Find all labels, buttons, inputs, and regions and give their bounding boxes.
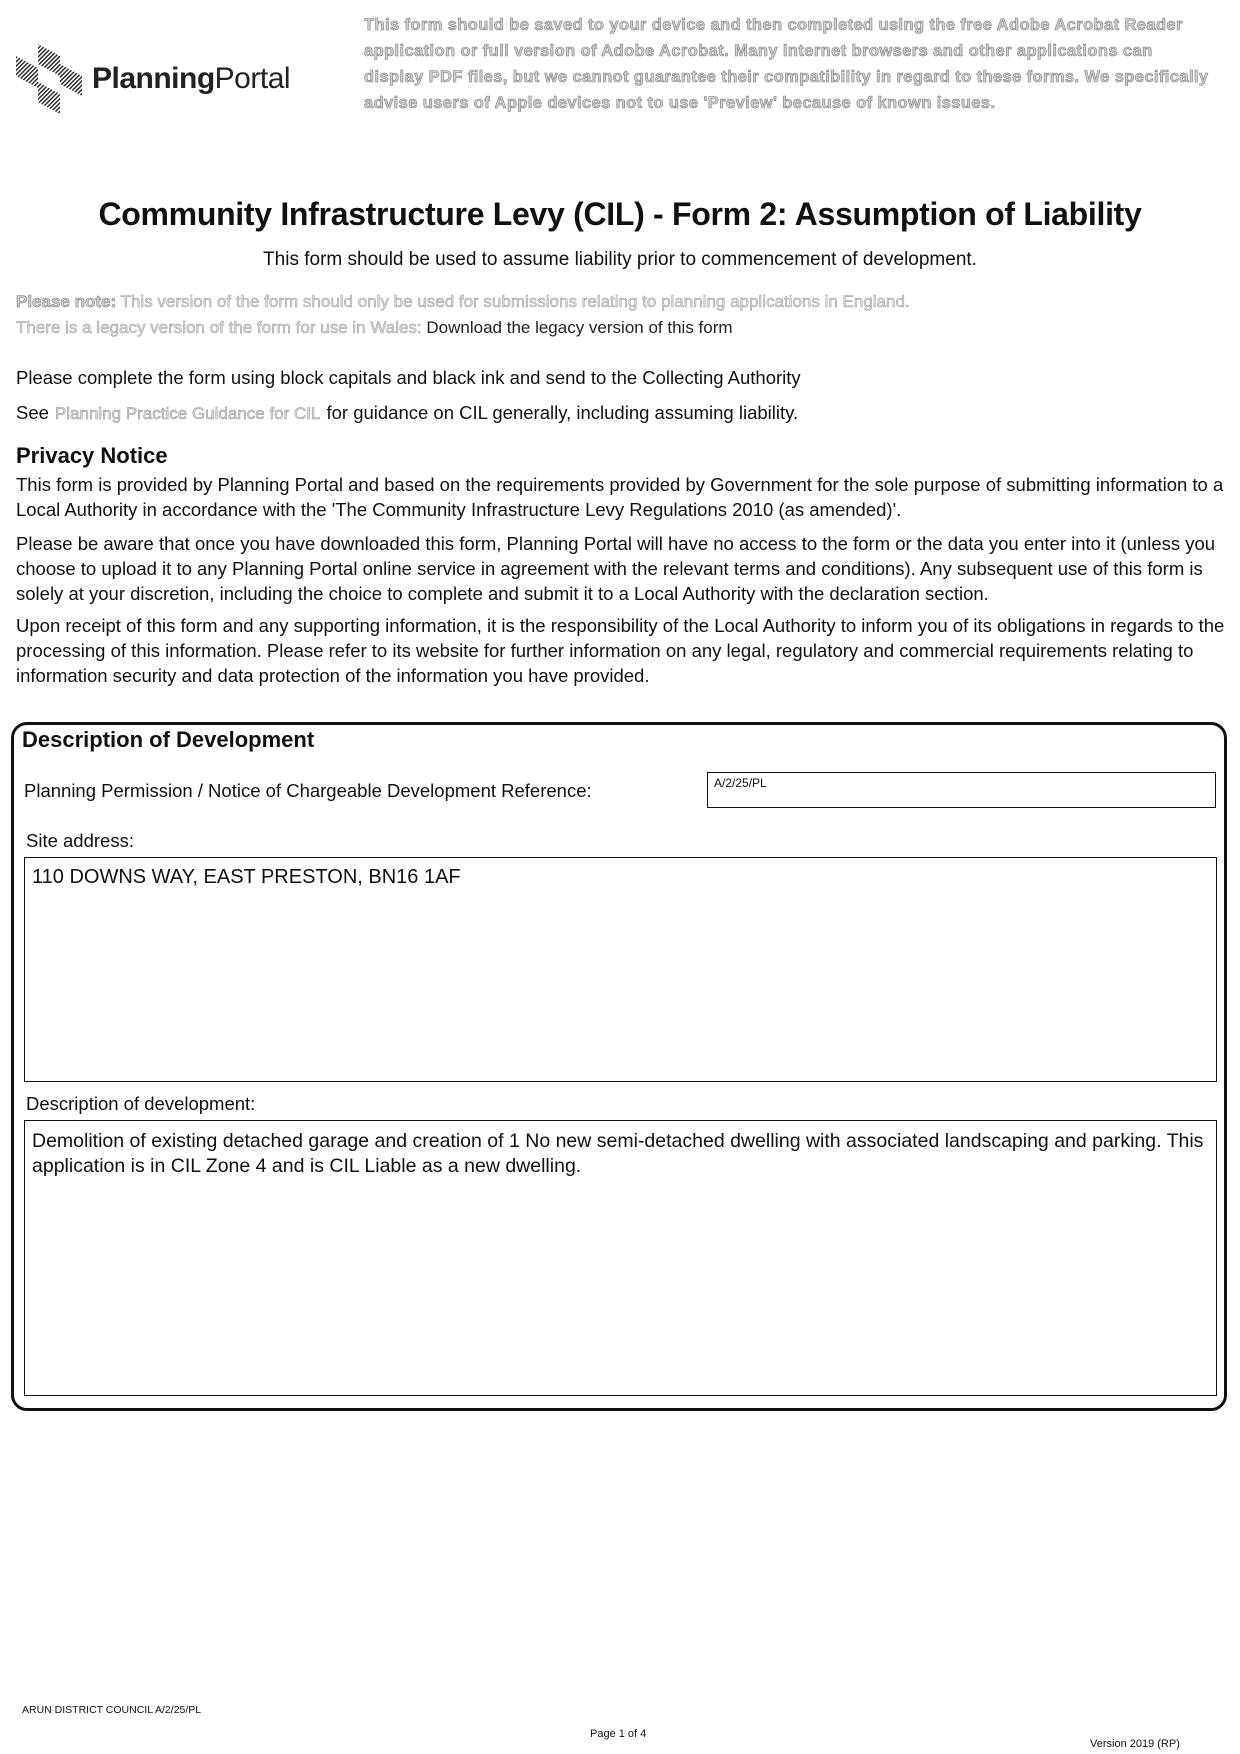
privacy-notice-heading: Privacy Notice xyxy=(16,443,168,468)
site-address-field[interactable]: 110 DOWNS WAY, EAST PRESTON, BN16 1AF xyxy=(24,857,1217,1082)
page-number: Page 1 of 4 xyxy=(590,1728,647,1740)
form-subtitle: This form should be used to assume liability prior to commencement of development. xyxy=(263,249,977,270)
planning-practice-guidance-link[interactable]: Planning Practice Guidance for CIL xyxy=(54,404,321,423)
privacy-paragraph-3: Upon receipt of this form and any supporting information, it is the responsibility of the Local Authority to inform you of its obligations in regards to the processing of this information. Please refer to its website for further information on any legal, regulatory and commercial requirements relating to information security and data protection of the information you have provided. xyxy=(16,615,1225,686)
site-address-label: Site address: xyxy=(26,830,134,851)
logo-wordmark xyxy=(92,62,290,96)
guidance-line xyxy=(16,400,1226,426)
please-note-label: Please note: xyxy=(16,292,117,311)
section-heading: Description of Development xyxy=(22,727,315,752)
description-field[interactable]: Demolition of existing detached garage and creation of 1 No new semi-detached dwelling with associated landscaping and parking. This application is in CIL Zone 4 and is CIL Liable as a new dwelling. xyxy=(24,1120,1217,1396)
please-note xyxy=(16,289,1216,341)
adobe-reader-notice: This form should be saved to your device and then completed using the free Adobe Acrobat Reader application or full version of Adobe Acrobat. Many internet browsers and other applications can display PDF files, but we cannot guarantee their compatibility in regard to these forms. We specifically advise users of Apple devices not to use 'Preview' because of known issues. xyxy=(364,16,1209,112)
see-suffix: for guidance on CIL generally, including assuming liability. xyxy=(326,402,799,423)
council-reference: ARUN DISTRICT COUNCIL A/2/25/PL xyxy=(22,1704,202,1716)
form-version: Version 2019 (RP) xyxy=(1090,1738,1180,1750)
planning-portal-logo-icon xyxy=(16,44,88,114)
see-prefix: See xyxy=(16,402,49,423)
logo-text-bold: Planning xyxy=(92,62,215,95)
privacy-paragraph-2: Please be aware that once you have downloaded this form, Planning Portal will have no access to the form or the data you enter into it (unless you choose to upload it to any Planning Portal online service in agreement with the relevant terms and conditions). Any subsequent use of this form is solely at your discretion, including the choice to complete and submit it to a Local Authority with the declaration section. xyxy=(16,533,1216,604)
planning-portal-logo xyxy=(16,44,306,114)
form-title: Community Infrastructure Levy (CIL) - Form 2: Assumption of Liability xyxy=(98,196,1142,232)
description-label: Description of development: xyxy=(26,1093,256,1114)
legacy-form-link[interactable]: Download the legacy version of this form xyxy=(426,318,733,337)
please-note-line1: This version of the form should only be used for submissions relating to planning applications in England. xyxy=(120,292,910,311)
privacy-paragraph-1: This form is provided by Planning Portal and based on the requirements provided by Government for the sole purpose of submitting information to a Local Authority in accordance with the 'The Community Infrastructure Levy Regulations 2010 (as amended)'. xyxy=(16,474,1224,520)
reference-label: Planning Permission / Notice of Chargeable Development Reference: xyxy=(24,780,592,801)
logo-text-regular: Portal xyxy=(214,62,291,95)
reference-field[interactable]: A/2/25/PL xyxy=(707,772,1216,808)
completion-instructions: Please complete the form using block capitals and black ink and send to the Collecting Authority xyxy=(16,367,801,388)
please-note-line2: There is a legacy version of the form for use in Wales: xyxy=(16,318,422,337)
